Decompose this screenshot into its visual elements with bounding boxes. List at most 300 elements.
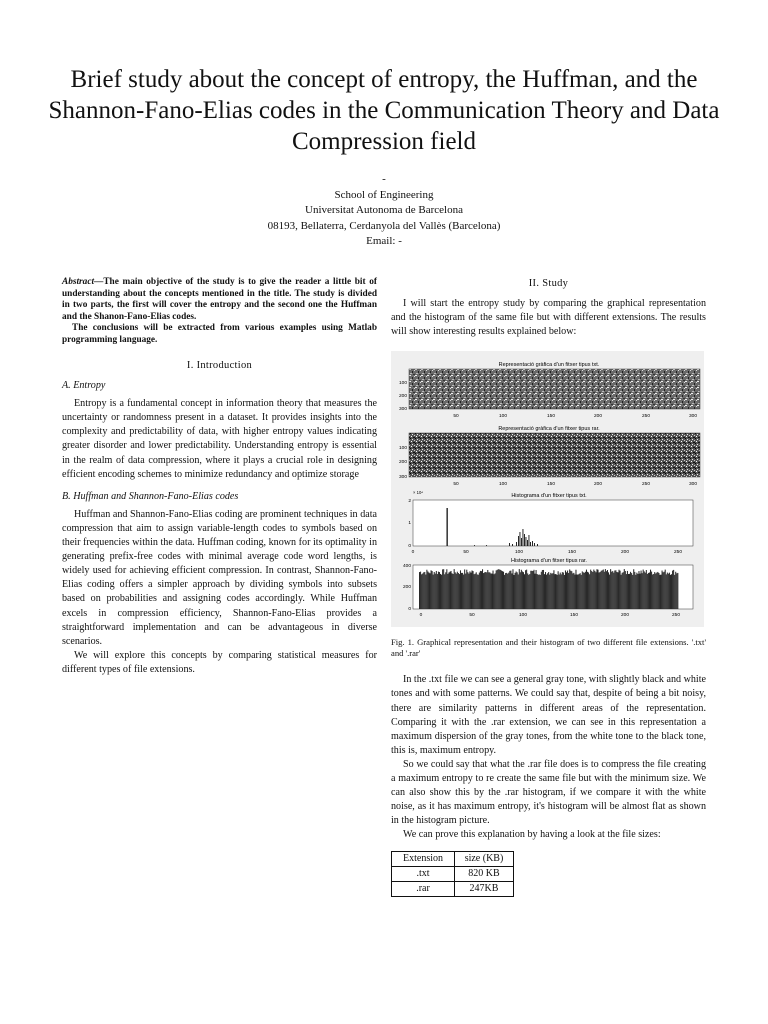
histogram-bar <box>532 571 533 609</box>
histogram-bar <box>565 571 566 610</box>
histogram-bar <box>626 574 627 609</box>
histogram-bar <box>558 572 559 610</box>
histogram-bar <box>505 573 506 609</box>
histogram-bar <box>514 575 515 609</box>
histogram-bar <box>552 574 553 610</box>
x-tick-label: 250 <box>673 550 683 556</box>
histogram-bar <box>553 571 554 610</box>
histogram-bar <box>638 571 639 609</box>
histogram-bar <box>647 574 648 609</box>
histogram-bar <box>551 574 552 609</box>
histogram-bar <box>641 571 642 609</box>
histogram-bar <box>644 572 645 610</box>
table-cell: .rar <box>392 881 455 896</box>
histogram-bar <box>527 540 528 546</box>
abstract <box>62 277 377 346</box>
histogram-bar <box>557 575 558 609</box>
histogram-bar <box>424 572 425 609</box>
huffman-paragraph: Huffman and Shannon-Fano-Elias coding are prominent techniques in data compression that aim to assign variable-length codes to symbols based on their frequencies within the data. Huffman coding, known for its optimality in generating prefix-free codes with minimal average code word lengths, is widely used for achieving efficient compression. In contrast, Shannon-Fano-Elias coding offers a simpler approach by dividing symbols into subsets based on probabilities and assigning codes accordingly. While Huffman excels in compression efficiency, Shannon-Fano-Elias provides a straightforward implementation and can be advantageous in diverse scenarios. <box>62 508 377 647</box>
histogram-bar <box>518 575 519 610</box>
histogram-bar <box>420 572 421 609</box>
x-tick-label: 0 <box>419 613 423 619</box>
histogram-bar <box>474 575 475 610</box>
histogram-bar <box>476 573 477 610</box>
histogram-bar <box>636 573 637 609</box>
histogram-bar <box>472 571 473 610</box>
histogram-bar <box>575 570 576 609</box>
table-row <box>392 866 514 881</box>
histogram-bar <box>435 574 436 609</box>
histogram-bar <box>535 574 536 609</box>
table-cell: 820 KB <box>455 866 514 881</box>
x-tick-label: 50 <box>453 482 459 488</box>
x-tick-label: 200 <box>620 550 630 556</box>
histogram-bar <box>674 575 675 609</box>
histogram-bar <box>676 574 677 610</box>
affiliation-line: 08193, Bellaterra, Cerdanyola del Vallès (Barcelona) <box>267 219 501 232</box>
histogram-bar <box>463 575 464 609</box>
histogram-bar <box>497 570 498 609</box>
histogram-bar <box>614 571 615 610</box>
histogram-bar <box>506 573 507 609</box>
histogram-bar <box>457 572 458 609</box>
y-tick-label: 200 <box>398 460 407 466</box>
histogram-bar <box>474 545 475 546</box>
figure-caption: Fig. 1. Graphical representation and their histogram of two different file extensions. '.txt' and '.rar' <box>391 637 706 659</box>
histogram-bar <box>670 575 671 609</box>
histogram-bar <box>503 572 504 609</box>
histogram-bar <box>539 575 540 609</box>
histogram-bar <box>509 571 510 609</box>
histogram-bar <box>648 573 649 609</box>
histogram-bar <box>594 571 595 609</box>
histogram-bar <box>625 571 626 609</box>
histogram-bar <box>446 570 447 610</box>
histogram-bar <box>456 574 457 609</box>
histogram-bar <box>665 570 666 609</box>
histogram-bar <box>585 572 586 609</box>
histogram-bar <box>621 575 622 609</box>
histogram-bar <box>434 572 435 609</box>
histogram-bar <box>623 573 624 610</box>
histogram-bar <box>531 571 532 609</box>
histogram-bar <box>651 572 652 609</box>
histogram-bar <box>510 571 511 609</box>
histogram-bar <box>501 571 502 609</box>
histogram-bar <box>657 572 658 609</box>
histogram-bar <box>608 573 609 610</box>
histogram-bar <box>451 571 452 609</box>
histogram-bar <box>662 571 663 609</box>
histogram-bar <box>652 575 653 610</box>
histogram-bar <box>569 570 570 610</box>
figure-1 <box>391 351 704 627</box>
histogram-bar <box>634 572 635 609</box>
x-tick-label: 100 <box>518 613 528 619</box>
histogram-bar <box>523 529 524 546</box>
histogram-bar <box>432 571 433 609</box>
histogram-bar <box>661 575 662 609</box>
x-tick-label: 50 <box>463 550 469 556</box>
histogram-bar <box>524 575 525 610</box>
histogram-bar <box>582 572 583 610</box>
histogram-bar <box>629 574 630 609</box>
subsection-heading-huffman: B. Huffman and Shannon-Fano-Elias codes <box>62 490 239 502</box>
histogram-bar <box>580 574 581 610</box>
histogram-bar <box>590 570 591 609</box>
histogram-bar <box>542 570 543 609</box>
histogram-bar <box>544 575 545 610</box>
histogram-bar <box>421 575 422 610</box>
histogram-bar <box>595 573 596 610</box>
histogram-bar <box>487 570 488 609</box>
histogram-bar <box>653 574 654 609</box>
y-tick-label: 400 <box>402 564 411 570</box>
histogram-bar <box>504 575 505 609</box>
histogram-bar <box>528 575 529 609</box>
y-tick-label: 200 <box>402 585 411 591</box>
histogram-bar <box>530 571 531 609</box>
histogram-bar <box>425 575 426 609</box>
abstract-text: The main objective of the study is to give the reader a little bit of understanding about the concepts mentioned in the title. The study is divided in two parts, the first will cover the entropy and the second one the Huffman and the Shanon-Fano-Elias codes. <box>62 277 377 322</box>
histogram-bar <box>482 570 483 610</box>
histogram-bar <box>667 573 668 609</box>
histogram-bar <box>615 571 616 610</box>
histogram-bar <box>461 573 462 609</box>
histogram-bar <box>430 574 431 610</box>
histogram-bar <box>573 573 574 609</box>
histogram-bar <box>496 571 497 610</box>
histogram-bar <box>603 570 604 609</box>
histogram-bar <box>431 571 432 610</box>
histogram-bar <box>498 570 499 610</box>
histogram-bar <box>554 575 555 610</box>
histogram-bar <box>601 571 602 609</box>
histogram-bar <box>486 545 487 546</box>
subplot-title: Representació gràfica d'un fitxer tipus txt. <box>498 362 600 369</box>
histogram-bar <box>630 572 631 609</box>
histogram-bar <box>643 570 644 609</box>
right-column <box>391 277 706 897</box>
histogram-bar <box>465 574 466 609</box>
histogram-bar <box>574 575 575 609</box>
histogram-bar <box>577 575 578 610</box>
table-header-row <box>392 851 514 866</box>
section-heading-study: II. Study <box>528 278 569 289</box>
histogram-bar <box>460 571 461 610</box>
txt-image-plot <box>409 369 700 409</box>
histogram-bar <box>540 575 541 609</box>
histogram-bar <box>517 573 518 610</box>
histogram-bar <box>537 544 538 546</box>
x-tick-label: 50 <box>453 414 459 420</box>
histogram-bar <box>486 573 487 610</box>
histogram-bar <box>561 575 562 610</box>
histogram-bar <box>637 574 638 609</box>
subplot-title: Representació gràfica d'un fitxer tipus rar. <box>498 426 600 433</box>
histogram-bar <box>578 575 579 609</box>
x-tick-label: 200 <box>593 414 603 420</box>
histogram-bar <box>529 535 530 546</box>
histogram-bar <box>532 541 533 546</box>
histogram-bar <box>602 571 603 610</box>
histogram-bar <box>633 570 634 610</box>
histogram-bar <box>583 573 584 610</box>
histogram-bar <box>419 572 420 609</box>
histogram-bar <box>518 536 519 546</box>
histogram-bar <box>566 573 567 610</box>
histogram-bar <box>650 570 651 609</box>
subplot-title: Histograma d'un fitxer tipus txt. <box>511 493 587 500</box>
histogram-bar <box>619 570 620 609</box>
study-paragraph: I will start the entropy study by comparing the graphical representation and the histogram of the same file but with different extensions. The results will show interesting results explained below: <box>391 298 706 338</box>
x-tick-label: 200 <box>620 613 630 619</box>
x-tick-label: 50 <box>469 613 475 619</box>
histogram-bar <box>572 574 573 610</box>
histogram-bar <box>613 573 614 609</box>
histogram-bar <box>512 544 513 546</box>
histogram-bar <box>485 572 486 609</box>
histogram-bar <box>427 572 428 610</box>
histogram-bar <box>445 573 446 610</box>
histogram-bar <box>659 575 660 609</box>
histogram-bar <box>571 572 572 610</box>
left-column <box>62 277 377 677</box>
histogram-bar <box>546 575 547 609</box>
histogram-bar <box>521 570 522 609</box>
y-tick-label: 100 <box>398 381 407 387</box>
affiliation-line: Universitat Autonoma de Barcelona <box>305 204 463 216</box>
histogram-bar <box>642 574 643 610</box>
abstract-text-2: The conclusions will be extracted from various examples using Matlab programming language. <box>62 323 377 345</box>
author-name: - <box>382 173 386 185</box>
histogram-bar <box>470 573 471 609</box>
histogram-bar <box>516 572 517 610</box>
section-heading-introduction: I. Introduction <box>186 360 253 371</box>
histogram-bar <box>495 574 496 610</box>
x-tick-label: 300 <box>688 482 698 488</box>
histogram-bar <box>562 573 563 610</box>
histogram-bar <box>527 574 528 610</box>
histogram-bar <box>550 573 551 609</box>
histogram-bar <box>533 570 534 609</box>
histogram-bar <box>437 574 438 609</box>
x-tick-label: 250 <box>641 414 651 420</box>
histogram-bar <box>436 571 437 609</box>
histogram-bar <box>581 575 582 609</box>
histogram-bar <box>466 570 467 609</box>
histogram-bar <box>658 573 659 609</box>
histogram-bar <box>488 573 489 610</box>
histogram-bar <box>500 570 501 609</box>
figure-graphic <box>391 351 704 627</box>
histogram-bar <box>502 572 503 610</box>
histogram-bar <box>593 570 594 609</box>
histogram-bar <box>600 572 601 609</box>
histogram-bar <box>423 573 424 610</box>
histogram-bar <box>587 572 588 609</box>
histogram-bar <box>448 573 449 610</box>
histogram-bar <box>564 575 565 609</box>
histogram-bar <box>654 572 655 609</box>
histogram-bar <box>556 574 557 609</box>
histogram-bar <box>559 575 560 610</box>
affiliation-line: School of Engineering <box>334 188 434 201</box>
histogram-bar <box>604 572 605 609</box>
histogram-bar <box>489 573 490 610</box>
histogram-bar <box>473 571 474 609</box>
histogram-bar <box>491 574 492 609</box>
histogram-bar <box>645 573 646 609</box>
histogram-bar <box>543 570 544 609</box>
histogram-bar <box>454 569 455 609</box>
histogram-bar <box>438 572 439 609</box>
explore-paragraph: We will explore this concepts by comparing statistical measures for different types of file extensions. <box>62 649 377 675</box>
x-tick-label: 150 <box>546 414 556 420</box>
histogram-bar <box>666 575 667 610</box>
histogram-bar <box>588 573 589 610</box>
histogram-bar <box>521 538 522 546</box>
x-tick-label: 250 <box>641 482 651 488</box>
histogram-bar <box>525 571 526 610</box>
histogram-bar <box>656 573 657 609</box>
histogram-bar <box>479 573 480 609</box>
histogram-bar <box>522 572 523 610</box>
histogram-bar <box>534 543 535 546</box>
histogram-bar <box>478 575 479 609</box>
histogram-bar <box>609 575 610 609</box>
histogram-bar <box>499 570 500 610</box>
histogram-bar <box>509 543 510 546</box>
histogram-bar <box>570 571 571 609</box>
histogram-bar <box>673 570 674 609</box>
x-tick-label: 250 <box>671 613 681 619</box>
x-tick-label: 100 <box>514 550 524 556</box>
histogram-bar <box>646 570 647 609</box>
histogram-bar <box>526 570 527 609</box>
histogram-bar <box>537 574 538 609</box>
histogram-bar <box>507 574 508 609</box>
histogram-bar <box>624 569 625 609</box>
x-tick-label: 150 <box>546 482 556 488</box>
y-tick-label: 0 <box>408 607 411 613</box>
author-block <box>184 172 584 250</box>
histogram-bar <box>441 575 442 609</box>
histogram-bar <box>591 571 592 609</box>
table-cell: 247KB <box>455 881 514 896</box>
histogram-bar <box>541 572 542 609</box>
histogram-bar <box>515 573 516 609</box>
rar-histogram-bars <box>419 569 678 609</box>
y-tick-label: 2 <box>408 499 411 505</box>
histogram-bar <box>508 573 509 609</box>
x-tick-label: 0 <box>411 550 415 556</box>
table-header: size (KB) <box>455 851 514 866</box>
histogram-bar <box>464 570 465 610</box>
histogram-bar <box>462 573 463 609</box>
histogram-bar <box>480 571 481 609</box>
histogram-bar <box>444 575 445 610</box>
histogram-bar <box>549 575 550 609</box>
histogram-bar <box>447 508 448 546</box>
histogram-bar <box>455 573 456 610</box>
histogram-bar <box>524 534 525 546</box>
histogram-bar <box>422 574 423 609</box>
analysis-paragraph-3: We can prove this explanation by having a look at the file sizes: <box>403 829 661 841</box>
histogram-bar <box>628 574 629 609</box>
histogram-bar <box>606 572 607 610</box>
x-tick-label: 100 <box>498 414 508 420</box>
histogram-bar <box>611 572 612 609</box>
histogram-bar <box>520 573 521 610</box>
histogram-bar <box>605 569 606 609</box>
histogram-bar <box>612 571 613 609</box>
histogram-bar <box>468 574 469 609</box>
table-cell: .txt <box>392 866 455 881</box>
x-tick-label: 150 <box>569 613 579 619</box>
x-tick-label: 150 <box>567 550 577 556</box>
histogram-bar <box>649 573 650 610</box>
histogram-bar <box>617 573 618 610</box>
histogram-bar <box>475 574 476 609</box>
paper-title: Brief study about the concept of entropy, the Huffman, and the Shannon-Fano-Elias codes in the Communication Theory and Data Compression field <box>48 66 720 155</box>
histogram-bar <box>586 570 587 609</box>
histogram-bar <box>519 569 520 609</box>
histogram-bar <box>598 570 599 609</box>
histogram-bar <box>428 573 429 609</box>
histogram-bar <box>579 574 580 609</box>
txt-histogram-axes <box>413 500 693 546</box>
histogram-bar <box>433 575 434 609</box>
histogram-bar <box>453 574 454 609</box>
histogram-bar <box>568 573 569 609</box>
histogram-bar <box>640 574 641 609</box>
y-tick-label: 200 <box>398 394 407 400</box>
rar-image-plot <box>409 433 700 477</box>
histogram-bar <box>631 573 632 609</box>
histogram-bar <box>607 570 608 609</box>
entropy-paragraph: Entropy is a fundamental concept in information theory that measures the uncertainty or randomness present in a dataset. It provides insights into the complexity and predictability of data, with higher entropy values indicating greater disorder and lower predictability. Understanding entropy is essential in the realm of data compression, where it plays a crucial role in designing efficient encoding schemes to minimize redundancy and optimize storage <box>62 398 377 480</box>
histogram-bar <box>655 574 656 610</box>
histogram-bar <box>467 573 468 610</box>
histogram-bar <box>664 572 665 609</box>
histogram-bar <box>599 573 600 609</box>
table-header: Extension <box>392 851 455 866</box>
x-tick-label: 200 <box>593 482 603 488</box>
histogram-bar <box>523 573 524 610</box>
histogram-bar <box>452 574 453 610</box>
histogram-bar <box>443 570 444 610</box>
file-size-table <box>391 851 514 897</box>
histogram-bar <box>512 570 513 610</box>
histogram-bar <box>536 570 537 609</box>
histogram-bar <box>669 573 670 609</box>
histogram-bar <box>545 572 546 609</box>
histogram-bar <box>483 573 484 609</box>
histogram-bar <box>459 574 460 609</box>
histogram-bar <box>635 575 636 609</box>
table-row <box>392 881 514 896</box>
analysis-paragraph-1: In the .txt file we can see a general gray tone, with slightly black and white tones and with some patterns. We could say that, despite of being a bit noisy, there are similarity patterns in different areas of the representation. Comparing it with the .rar extension, we can see in this representation a maximum dispersion of the gray tones, from the white tone to the black tone, this is, maximum entropy. <box>391 674 706 756</box>
subsection-heading-entropy: A. Entropy <box>62 380 106 392</box>
histogram-bar <box>458 573 459 609</box>
abstract-dash: — <box>94 277 104 287</box>
histogram-bar <box>538 575 539 609</box>
subplot-title: Histograma d'un fitxer tipus rar. <box>511 558 587 565</box>
histogram-bar <box>520 532 521 546</box>
histogram-bar <box>627 571 628 609</box>
histogram-bar <box>526 537 527 546</box>
